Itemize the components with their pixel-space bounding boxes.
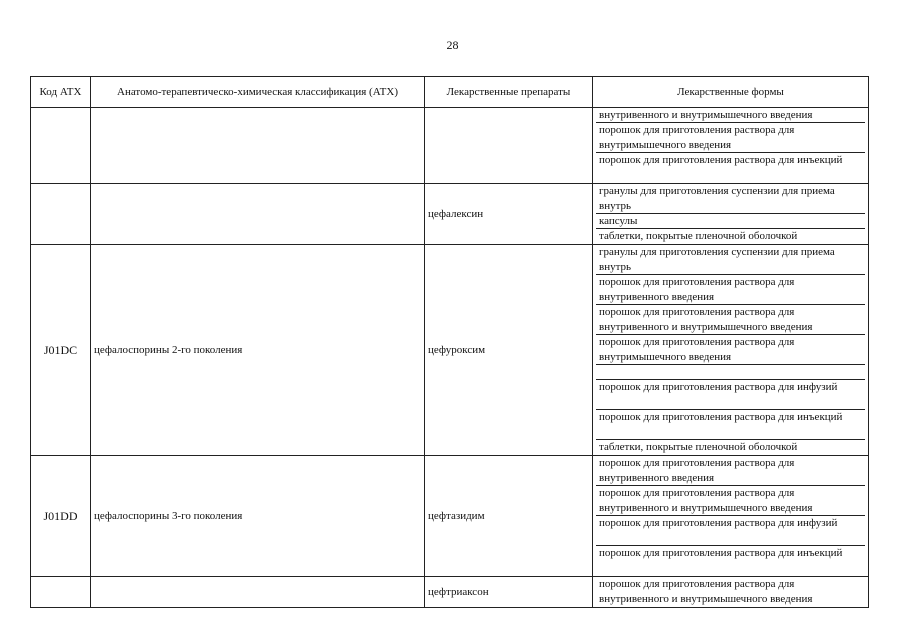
atc-code: J01DC: [31, 245, 91, 456]
dosage-form: порошок для приготовления раствора для внутримышечного введения: [596, 123, 865, 153]
classification: [91, 577, 425, 608]
dosage-form: таблетки, покрытые пленочной оболочкой: [599, 230, 798, 242]
atc-code: [31, 108, 91, 184]
dosage-form: внутривенного и внутримышечного введения: [596, 108, 865, 123]
header-drugs: Лекарственные препараты: [425, 77, 593, 108]
dosage-form: гранулы для приготовления суспензии для приема внутрь: [596, 184, 865, 214]
header-classification: Анатомо-терапевтическо-химическая классификация (АТХ): [91, 77, 425, 108]
dosage-form: порошок для приготовления раствора для инфузий: [596, 380, 865, 410]
dosage-form: порошок для приготовления раствора для внутривенного и внутримышечного введения: [596, 305, 865, 335]
dosage-forms: [593, 456, 869, 577]
header-forms: Лекарственные формы: [593, 77, 869, 108]
table-row: [31, 108, 869, 184]
dosage-form: капсулы: [596, 214, 865, 229]
dosage-form: порошок для приготовления раствора для внутривенного и внутримышечного введения: [596, 486, 865, 516]
dosage-form: таблетки, покрытые пленочной оболочкой: [599, 441, 798, 453]
drug-name: [425, 108, 593, 184]
dosage-form: порошок для приготовления раствора для внутривенного и внутримышечного введения: [599, 578, 813, 605]
dosage-forms: [593, 108, 869, 184]
drug-name: цефуроксим: [425, 245, 593, 456]
table-header-row: [31, 77, 869, 108]
drug-name: цефтриаксон: [425, 577, 593, 608]
dosage-form: порошок для приготовления раствора для внутривенного введения: [596, 275, 865, 305]
dosage-forms: [593, 577, 869, 608]
atc-code: [31, 184, 91, 245]
table-row: [31, 577, 869, 608]
classification: цефалоспорины 2-го поколения: [91, 245, 425, 456]
dosage-form: порошок для приготовления раствора для внутривенного введения: [596, 456, 865, 486]
table-row: [31, 245, 869, 456]
page-number: 28: [446, 38, 459, 52]
atc-code: [31, 577, 91, 608]
dosage-form: [596, 365, 865, 380]
classification: цефалоспорины 3-го поколения: [91, 456, 425, 577]
dosage-form: порошок для приготовления раствора для инъекций: [599, 154, 843, 166]
drug-name: цефалексин: [425, 184, 593, 245]
dosage-forms: [593, 184, 869, 245]
dosage-form: порошок для приготовления раствора для внутримышечного введения: [596, 335, 865, 365]
classification: [91, 108, 425, 184]
atc-code: J01DD: [31, 456, 91, 577]
dosage-forms: [593, 245, 869, 456]
atc-drug-table: [30, 76, 869, 608]
header-code: Код АТХ: [31, 77, 91, 108]
dosage-form: гранулы для приготовления суспензии для приема внутрь: [596, 245, 865, 275]
dosage-form: порошок для приготовления раствора для инфузий: [596, 516, 865, 546]
dosage-form: порошок для приготовления раствора для инъекций: [596, 410, 865, 440]
table-row: [31, 184, 869, 245]
drug-name: цефтазидим: [425, 456, 593, 577]
table-row: [31, 456, 869, 577]
dosage-form: порошок для приготовления раствора для инъекций: [599, 547, 843, 559]
classification: [91, 184, 425, 245]
